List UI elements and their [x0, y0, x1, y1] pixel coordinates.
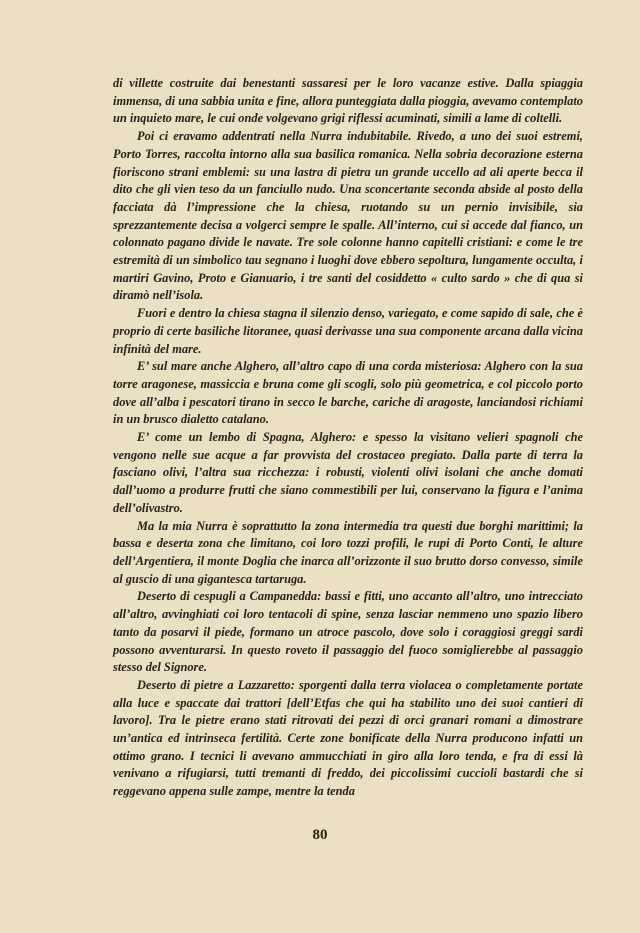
- paragraph-1: di villette costruite dai benestanti sassaresi per le loro vacanze estive. Dalla spiaggia immensa, di una sabbia unita e fine, allora punteggiata dalla pioggia, avevamo contemplato un inquieto mare, le cui onde volgevano grigi riflessi acuminati, simili a lame di coltelli.: [113, 76, 583, 126]
- paragraph-5: E’ come un lembo di Spagna, Alghero: e spesso la visitano velieri spagnoli che vengono nelle sue acque a far provvista del crostaceo pregiato. Dalla parte di terra la fasciano olivi, l’altra sua ricchezza: i robusti, violenti olivi isolani che anche domati dall’uomo a produrre frutti che siano commestibili per lui, conservano la figura e l’anima dell’olivastro.: [113, 430, 583, 515]
- paragraph-7: Deserto di cespugli a Campanedda: bassi e fitti, uno accanto all’altro, uno intrecciato all’altro, avvinghiati coi loro tentacoli di spine, senza lasciar nemmeno uno spazio libero tanto da posarvi il piede, formano un atroce pascolo, dove solo i coraggiosi greggi sardi possono avventurarsi. In questo roveto il passaggio del fuoco somiglierebbe al passaggio stesso del Signore.: [113, 589, 583, 675]
- paragraph-3: Fuori e dentro la chiesa stagna il silenzio denso, variegato, e come sapido di sale, che è proprio di certe basiliche litoranee, quasi derivasse una sua componente arcana dalla vicina infinità del mare.: [113, 306, 583, 356]
- paragraph-8: Deserto di pietre a Lazzaretto: sporgenti dalla terra violacea o completamente portate alla luce e spaccate dai trattori [dell’Etfas che qui ha stabilito uno dei suoi cantieri di lavoro]. Tra le pietre erano stati ritrovati dei pezzi di orci granari romani a dimostrare un’antica ed intrinseca fertilità. Certe zone bonificate della Nurra producono infatti un ottimo grano. I tecnici li avevano ammucchiati in giro alla loro tenda, e fra di essi là venivano a rifugiarsi, tutti tremanti di freddo, dei piccolissimi cuccioli bastardi che si reggevano appena sulle zampe, mentre la tenda: [113, 677, 583, 799]
- page-number: 80: [312, 827, 328, 843]
- paragraph-2: Poi ci eravamo addentrati nella Nurra indubitabile. Rivedo, a uno dei suoi estremi, Porto Torres, raccolta intorno alla sua basilica romanica. Nella sobria decorazione esterna fioriscono strani emblemi: su una lastra di pietra un grande uccello ad ali aperte becca il dito che gli vien teso da un fanciullo nudo. Una sconcertante seconda abside al posto della facciata dà l’impressione che la chiesa, ruotando su un pernio invisibile, sia sprezzantemente decisa a volgerci sempre le spalle. All’interno, cui si accede dal fianco, un colonnato pagano divide le navate. Tre sole colonne hanno capitelli cristiani: e come le tre estremità di un simbolico tau segnano i luoghi dove ebbero sepoltura, lungamente occulta, i martiri Gavino, Proto e Gianuario, i tre santi del cosiddetto « culto sardo » che di qua si diramò nell’isola.: [113, 129, 583, 303]
- body-text: [113, 75, 583, 801]
- paragraph-4: E’ sul mare anche Alghero, all’altro capo di una corda misteriosa: Alghero con la sua torre aragonese, massiccia e bruna come gli scogli, solo più geometrica, e col piccolo porto dove all’alba i pescatori tirano in secco le barche, cariche di aragoste, lanciandosi richiami in un brusco dialetto catalano.: [113, 359, 583, 427]
- paragraph-6: Ma la mia Nurra è soprattutto la zona intermedia tra questi due borghi marittimi; la bassa e deserta zona che limitano, coi loro tozzi profili, le rupi di Porto Conti, le alture dell’Argentiera, il monte Doglia che inarca all’orizzonte il suo brutto dorso convesso, simile al guscio di una gigantesca tartaruga.: [113, 518, 583, 586]
